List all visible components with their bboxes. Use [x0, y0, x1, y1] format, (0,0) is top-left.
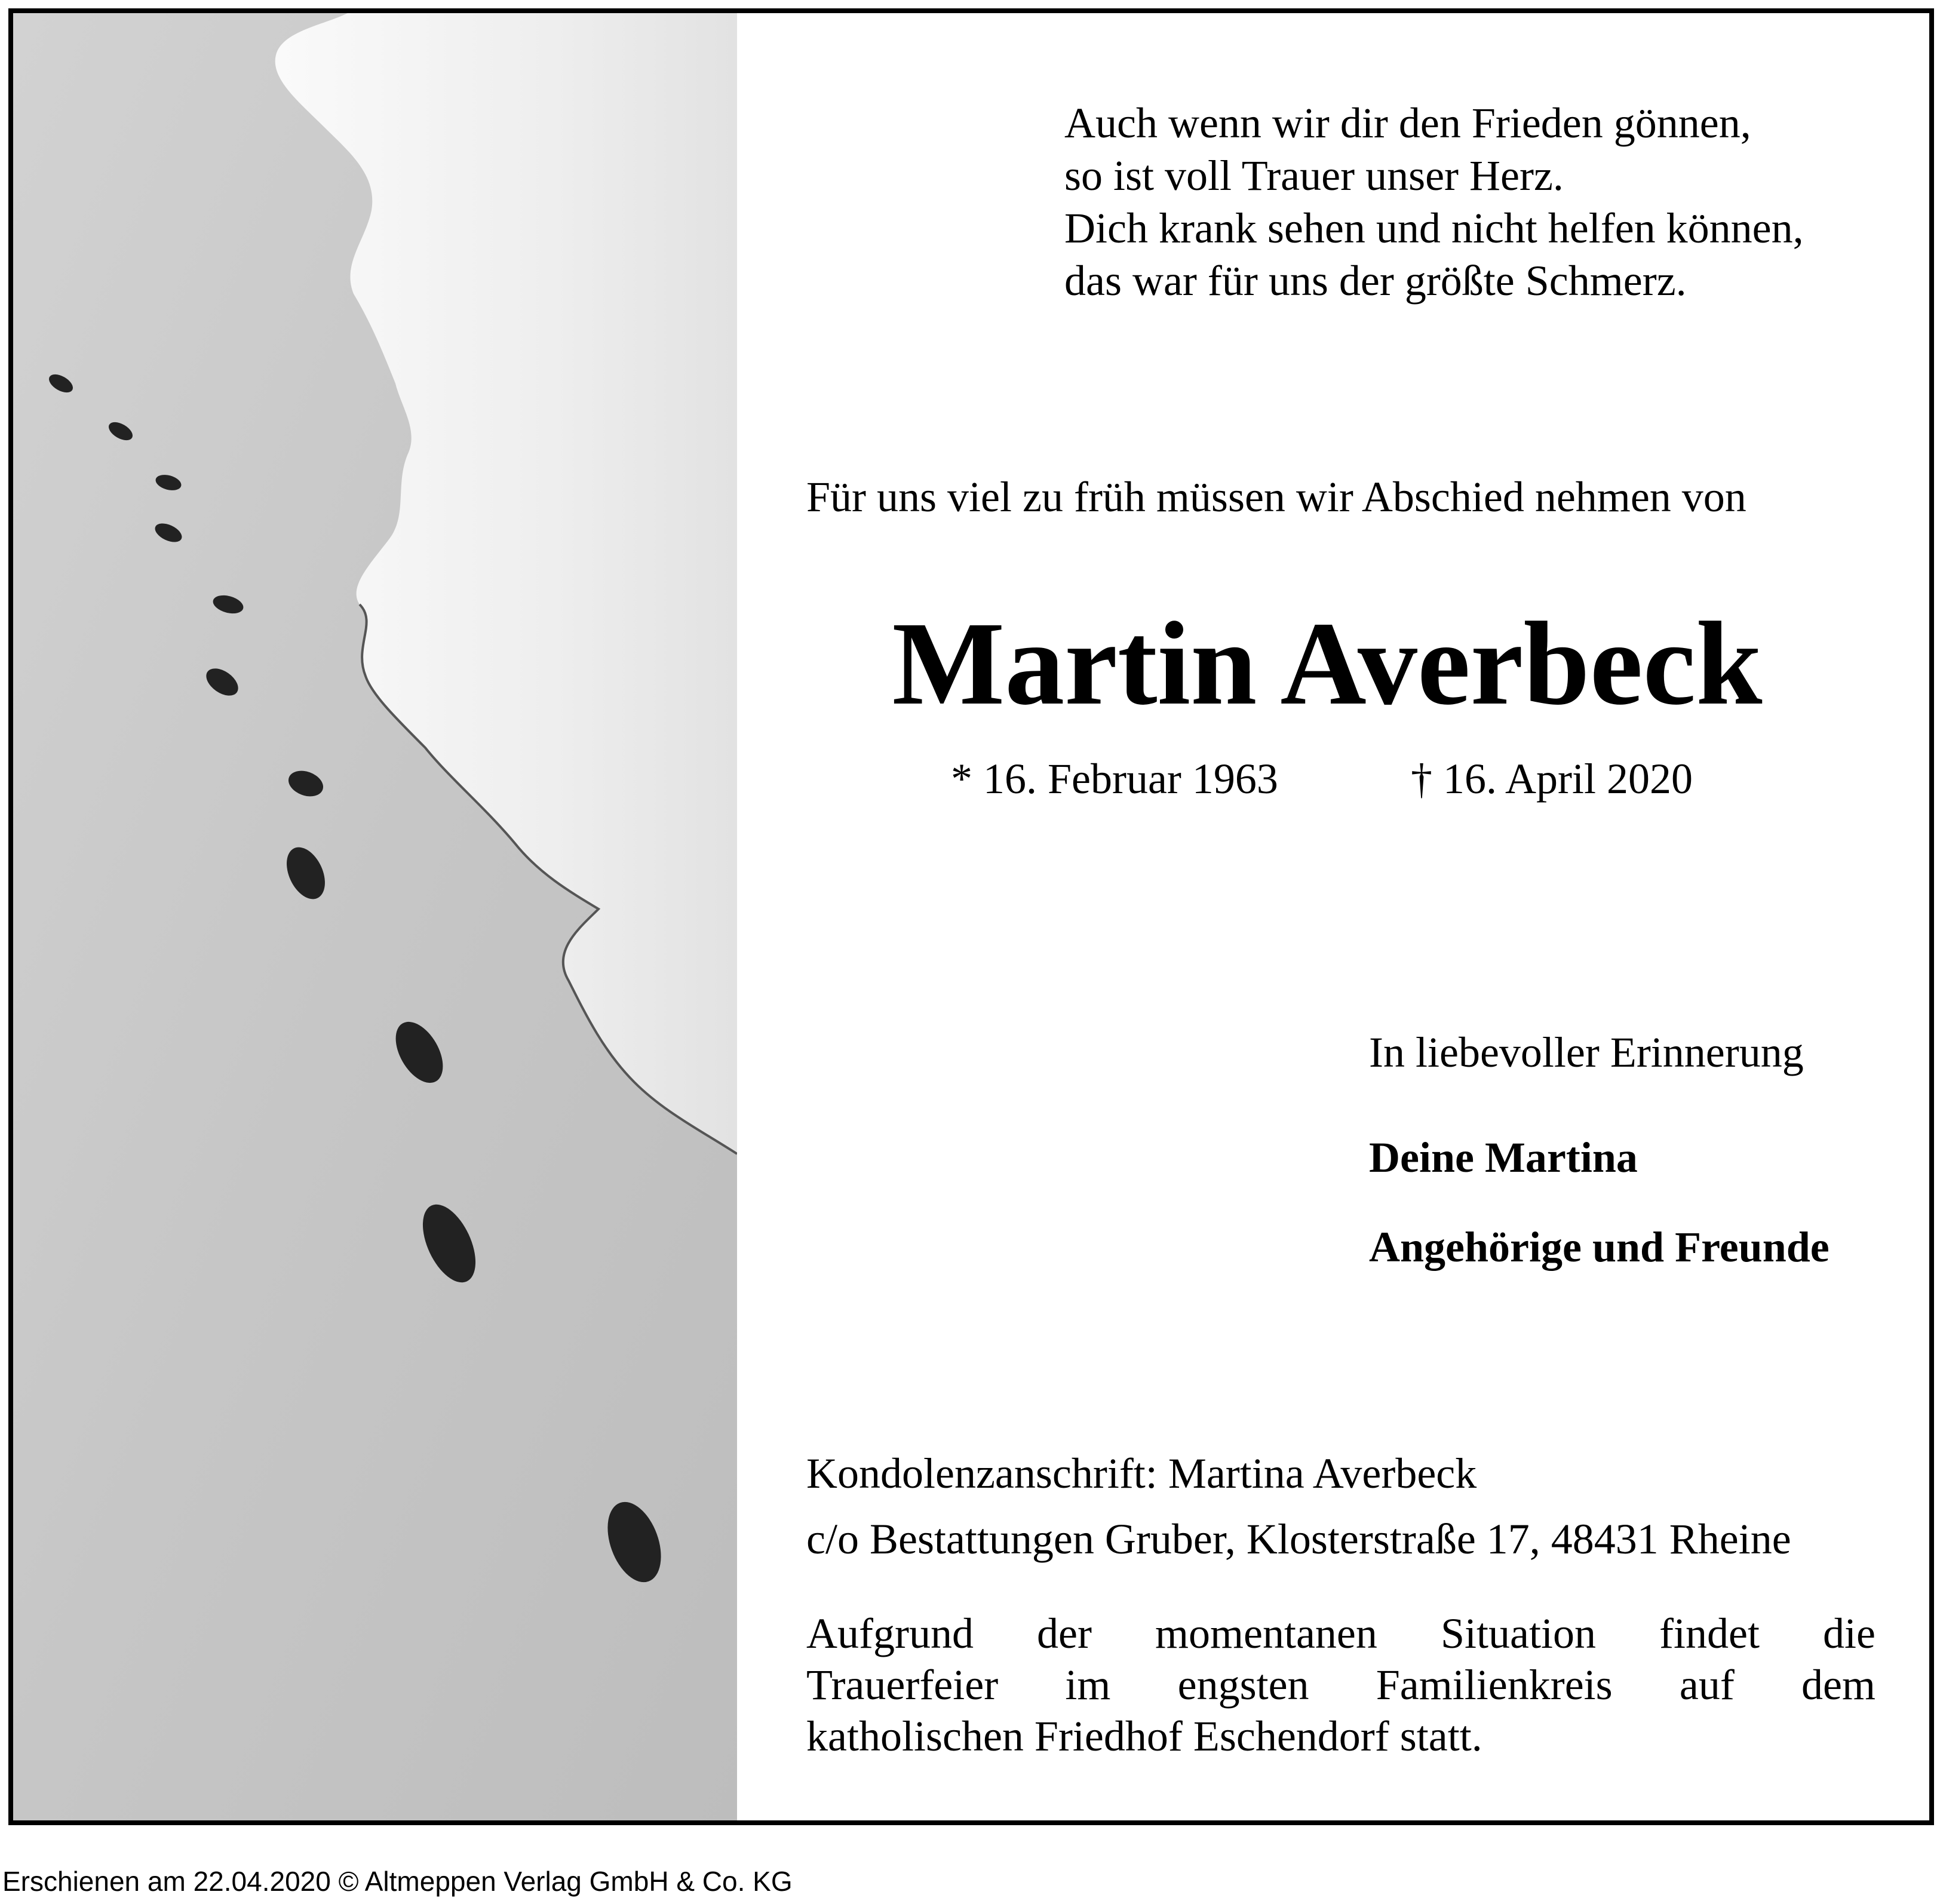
- poem-line: Dich krank sehen und nicht helfen können,: [1064, 204, 1804, 252]
- signature-second: Angehörige und Freunde: [1369, 1223, 1830, 1271]
- death-date: † 16. April 2020: [1411, 755, 1693, 803]
- signature-first: Deine Martina: [1369, 1134, 1638, 1181]
- poem-line: Auch wenn wir dir den Frieden gönnen,: [1064, 99, 1751, 147]
- address-line-2: c/o Bestattungen Gruber, Klosterstraße 17, 48431 Rheine: [806, 1515, 1791, 1563]
- obituary-frame: [8, 8, 1934, 1825]
- publication-footer: Erschienen am 22.04.2020 © Altmeppen Verlag GmbH & Co. KG: [2, 1866, 793, 1897]
- poem-line: das war für uns der größte Schmerz.: [1064, 257, 1687, 305]
- notice-line: Aufgrund der momentanen Situation findet die: [806, 1610, 1875, 1657]
- beach-footprints-illustration: [13, 13, 737, 1820]
- condolence-address: [806, 1441, 1791, 1572]
- poem: [1064, 97, 1804, 307]
- birth-date: * 16. Februar 1963: [951, 755, 1278, 803]
- funeral-notice: [806, 1608, 1875, 1762]
- deceased-name: Martin Averbeck: [892, 598, 1763, 730]
- notice-line: katholischen Friedhof Eschendorf statt.: [806, 1712, 1482, 1760]
- poem-line: so ist voll Trauer unser Herz.: [1064, 152, 1564, 199]
- notice-line: Trauerfeier im engsten Familienkreis auf dem: [806, 1661, 1875, 1709]
- farewell-intro: Für uns viel zu früh müssen wir Abschied nehmen von: [806, 473, 1746, 521]
- address-line-1: Kondolenzanschrift: Martina Averbeck: [806, 1450, 1477, 1497]
- beach-footprints-photo: [13, 13, 737, 1820]
- memory-line: In liebevoller Erinnerung: [1369, 1028, 1804, 1076]
